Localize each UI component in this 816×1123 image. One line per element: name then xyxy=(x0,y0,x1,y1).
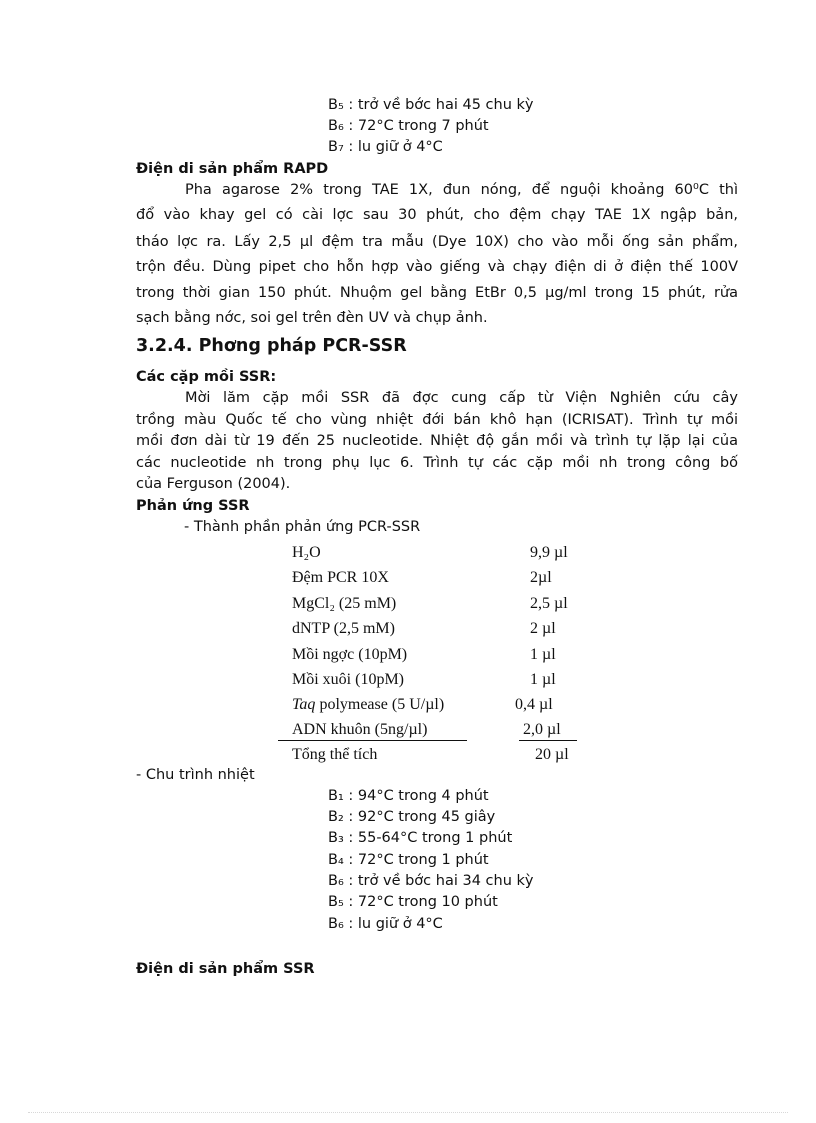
rapd-heading: Điện di sản phẩm RAPD xyxy=(136,161,329,177)
primers-line: các nucleotide nh trong phụ lục 6. Trình tự các cặp mồi nh trong công bố xyxy=(136,455,738,471)
component-amount: 2,5 µl xyxy=(530,595,568,612)
primers-line: của Ferguson (2004). xyxy=(136,476,291,492)
component-name: Đệm PCR 10X xyxy=(292,569,389,586)
component-amount: 1 µl xyxy=(530,646,556,663)
page-footer-rule xyxy=(28,1112,788,1113)
primers-heading: Các cặp mồi SSR: xyxy=(136,369,277,385)
total-rule xyxy=(519,740,577,741)
component-amount: 2µl xyxy=(530,569,552,586)
total-rule xyxy=(278,740,467,741)
ssr-step: B₁ : 94°C trong 4 phút xyxy=(328,788,489,804)
rapd-line: tháo lợc ra. Lấy 2,5 µl đệm tra mẫu (Dye 10X) cho vào mỗi ống sản phẩm, xyxy=(136,234,738,250)
rapd-line: trộn đều. Dùng pipet cho hỗn hợp vào giếng và chạy điện di ở điện thế 100V xyxy=(136,259,738,275)
component-amount: 1 µl xyxy=(530,671,556,688)
component-name: ADN khuôn (5ng/µl) xyxy=(292,721,428,738)
ssr-step: B₄ : 72°C trong 1 phút xyxy=(328,852,489,868)
rapd-step: B₇ : lu giữ ở 4°C xyxy=(328,139,443,155)
component-name: MgCl₂ (25 mM) xyxy=(292,595,397,612)
total-name: Tổng thể tích xyxy=(292,746,378,763)
component-amount: 0,4 µl xyxy=(515,696,553,713)
reaction-subheading: - Thành phần phản ứng PCR-SSR xyxy=(184,519,421,535)
rapd-line: sạch bằng nớc, soi gel trên đèn UV và chụp ảnh. xyxy=(136,310,488,326)
component-name: dNTP (2,5 mM) xyxy=(292,620,395,637)
reaction-heading: Phản ứng SSR xyxy=(136,498,250,514)
component-amount: 2 µl xyxy=(530,620,556,637)
ssr-step: B₆ : lu giữ ở 4°C xyxy=(328,916,443,932)
component-amount: 9,9 µl xyxy=(530,544,568,561)
rapd-step: B₅ : trở về bớc hai 45 chu kỳ xyxy=(328,97,534,113)
ssr-heading: Điện di sản phẩm SSR xyxy=(136,961,315,977)
component-name: Mồi xuôi (10pM) xyxy=(292,671,404,688)
component-name: H₂O xyxy=(292,544,321,561)
ssr-step: B₆ : trở về bớc hai 34 chu kỳ xyxy=(328,873,534,889)
taq-label: Taq xyxy=(292,696,316,713)
rapd-line: Pha agarose 2% trong TAE 1X, đun nóng, để nguội khoảng 60⁰C thì xyxy=(185,182,738,198)
total-amount: 20 µl xyxy=(535,746,569,763)
component-name xyxy=(292,696,444,714)
primers-line: trồng màu Quốc tế cho vùng nhiệt đới bán khô hạn (ICRISAT). Trình tự mồi xyxy=(136,412,738,428)
rapd-line: đổ vào khay gel có cài lợc sau 30 phút, cho đệm chạy TAE 1X ngập bản, xyxy=(136,207,738,223)
rapd-step: B₆ : 72°C trong 7 phút xyxy=(328,118,489,134)
ssr-step: B₃ : 55-64°C trong 1 phút xyxy=(328,830,513,846)
ssr-step: B₂ : 92°C trong 45 giây xyxy=(328,809,496,825)
primers-line: mồi đơn dài từ 19 đến 25 nucleotide. Nhiệt độ gắn mồi và trình tự lặp lại của xyxy=(136,433,738,449)
section-title: 3.2.4. Phơng pháp PCR-SSR xyxy=(136,336,407,356)
cycle-heading: - Chu trình nhiệt xyxy=(136,767,255,783)
component-amount: 2,0 µl xyxy=(523,721,561,738)
ssr-step: B₅ : 72°C trong 10 phút xyxy=(328,894,498,910)
component-name: Mồi ngợc (10pM) xyxy=(292,646,408,663)
rapd-line: trong thời gian 150 phút. Nhuộm gel bằng EtBr 0,5 µg/ml trong 15 phút, rửa xyxy=(136,285,738,301)
primers-line: Mời lăm cặp mồi SSR đã đợc cung cấp từ Viện Nghiên cứu cây xyxy=(185,390,738,406)
component-name-rest: polymease (5 U/µl) xyxy=(315,696,445,713)
